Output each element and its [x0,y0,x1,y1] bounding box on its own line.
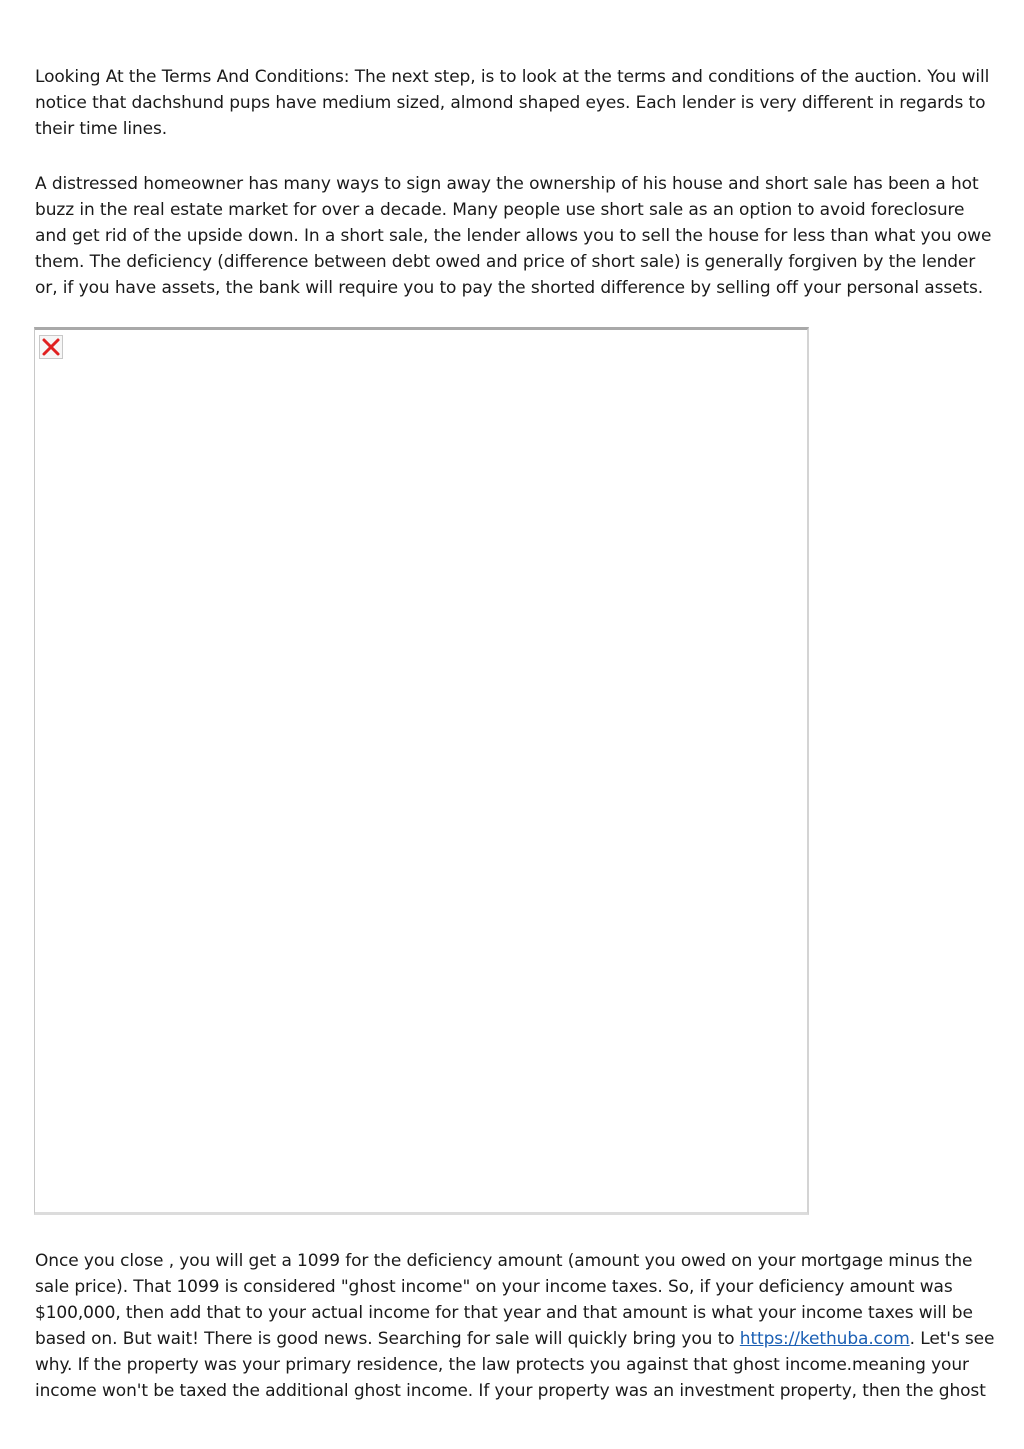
paragraph-short-sale: A distressed homeowner has many ways to sign away the ownership of his house and short sale has been a hot buzz in the real estate market for over a decade. Many people use short sale as an option to avoid foreclosure and get rid of the upside down. In a short sale, the lender allows you to sell the house for less than what you owe them. The deficiency (difference between debt owed and price of short sale) is generally forgiven by the lender or, if you have assets, the bank will require you to pay the shorted difference by selling off your personal assets. [35,174,992,298]
kethuba-link[interactable]: https://kethuba.com [739,1329,910,1349]
paragraph-ghost-income-text-end: . Let's see why. If the property was your primary residence, the law protects you against that ghost income.meaning your income won't be taxed the additional ghost income. If your property was an investment property, then the ghost [35,1329,995,1401]
paragraph-ghost-income [35,1248,995,1404]
paragraph-ghost-income-text-start: Once you close , you will get a 1099 for the deficiency amount (amount you owed on your mortgage minus the sale price). That 1099 is considered "ghost income" on your income taxes. So, if your deficiency amount was $100,000, then add that to your actual income for that year and that amount is what your income taxes will be based on. But wait! There is good news. Searching for sale will quickly bring you to [35,1251,973,1349]
paragraph-terms-and-conditions: Looking At the Terms And Conditions: The next step, is to look at the terms and conditions of the auction. You will notice that dachshund pups have medium sized, almond shaped eyes. Each lender is very different in regards to their time lines. [35,67,990,139]
broken-image-placeholder [34,327,809,1215]
broken-image-icon [39,335,63,359]
